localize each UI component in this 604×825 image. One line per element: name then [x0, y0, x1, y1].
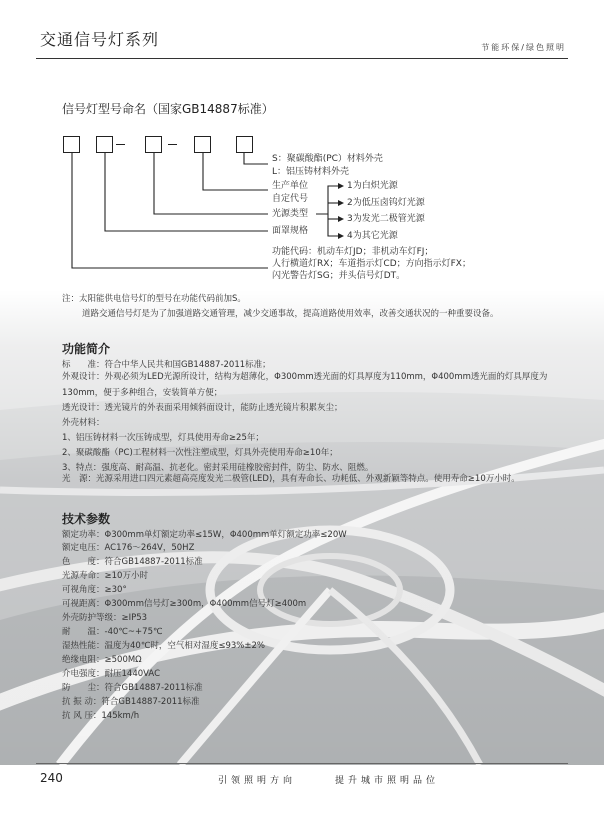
- function-code-line: 人行横道灯RX；车道指示灯CD；方向指示灯FX；: [272, 259, 471, 269]
- footer-slogan-right: 提升城市照明品位: [335, 776, 440, 786]
- spec-row: 介电强度：耐压1440VAC: [62, 669, 161, 679]
- feature-line: 外观设计：外观必须为LED光源所设计，结构为超薄化，Φ300mm透光面的灯具厚度为110mm，Φ400mm透光面的灯具厚度为130mm，便于多种组合，安装简单方便；: [62, 372, 548, 398]
- light-source-option: 3为发光二极管光源: [347, 214, 425, 224]
- series-title: 交通信号灯系列: [40, 30, 160, 49]
- mask-label: 面罩规格: [272, 226, 309, 236]
- footer-slogan-left: 引领照明方向: [218, 776, 297, 786]
- feature-line: 标 准：符合中华人民共和国GB14887-2011标准；: [62, 360, 271, 370]
- intro-paragraph: 道路交通信号灯是为了加强道路交通管理，减少交通事故，提高道路使用效率，改善交通状况的一种重要设备。: [82, 309, 499, 319]
- solar-note: 注：太阳能供电信号灯的型号在功能代码前加S。: [62, 294, 246, 304]
- spec-row: 可视角度：≥30°: [62, 585, 127, 595]
- specs-heading: 技术参数: [62, 512, 111, 526]
- spec-row: 抗 振 动：符合GB14887-2011标准: [62, 697, 200, 707]
- shell-label-aluminum: L：铝压铸材料外壳: [272, 167, 350, 177]
- feature-line: 3、特点：强度高、耐高温、抗老化。密封采用硅橡胶密封件，防尘、防水、阻燃。: [62, 463, 374, 473]
- producer-label: 生产单位: [272, 181, 309, 191]
- light-source-option: 1为白炽光源: [347, 181, 398, 191]
- spec-row: 可视距离：Φ300mm信号灯≥300m，Φ400mm信号灯≥400m: [62, 599, 307, 609]
- spec-row: 额定功率：Φ300mm单灯额定功率≤15W，Φ400mm单灯额定功率≤20W: [62, 530, 347, 540]
- function-code-line: 闪光警告灯SG；并头信号灯DT。: [272, 271, 406, 281]
- features-heading: 功能简介: [62, 342, 111, 356]
- naming-heading: 信号灯型号命名（国家GB14887标准）: [62, 102, 274, 116]
- spec-row: 外壳防护等级：≥IP53: [62, 613, 148, 623]
- header-tagline: 节能环保/绿色照明: [481, 43, 566, 52]
- function-code-line: 功能代码：机动车灯JD；非机动车灯FJ；: [272, 247, 434, 257]
- spec-row: 湿热性能：温度为40℃时，空气相对湿度≤93%±2%: [62, 641, 265, 651]
- light-source-option: 2为低压卤钨灯光源: [347, 198, 425, 208]
- feature-line: 透光设计：透光镜片的外表面采用倾斜面设计，能防止透光镜片积累灰尘；: [62, 403, 343, 413]
- light-source-option: 4为其它光源: [347, 231, 398, 241]
- feature-line: 2、聚碳酸酯（PC)工程材料一次性注塑成型，灯具外壳使用寿命≥10年；: [62, 448, 338, 458]
- footer-divider: [36, 763, 568, 764]
- page-number: 240: [40, 771, 63, 785]
- spec-row: 绝缘电阻：≥500MΩ: [62, 655, 142, 665]
- spec-row: 光源寿命：≥10万小时: [62, 571, 148, 581]
- spec-row: 抗 风 压：145km/h: [62, 711, 140, 721]
- feature-line: 1、铝压铸材料一次压铸成型，灯具使用寿命≥25年；: [62, 433, 264, 443]
- spec-row: 耐 温：-40℃~+75℃: [62, 627, 163, 637]
- spec-row: 额定电压：AC176～264V，50HZ: [62, 543, 195, 553]
- spec-row: 防 尘：符合GB14887-2011标准: [62, 683, 203, 693]
- spec-row: 色 度：符合GB14887-2011标准: [62, 557, 203, 567]
- light-source-label: 光源类型: [272, 209, 309, 219]
- feature-line: 光 源：光源采用进口四元素超高亮度发光二极管(LED)，具有寿命长、功耗低、外观新颖等特点。使用寿命≥10万小时。: [62, 474, 520, 484]
- shell-label-pc: S：聚碳酸酯(PC）材料外壳: [272, 154, 383, 164]
- producer-code-label: 自定代号: [272, 194, 309, 204]
- feature-line: 外壳材料：: [62, 418, 105, 428]
